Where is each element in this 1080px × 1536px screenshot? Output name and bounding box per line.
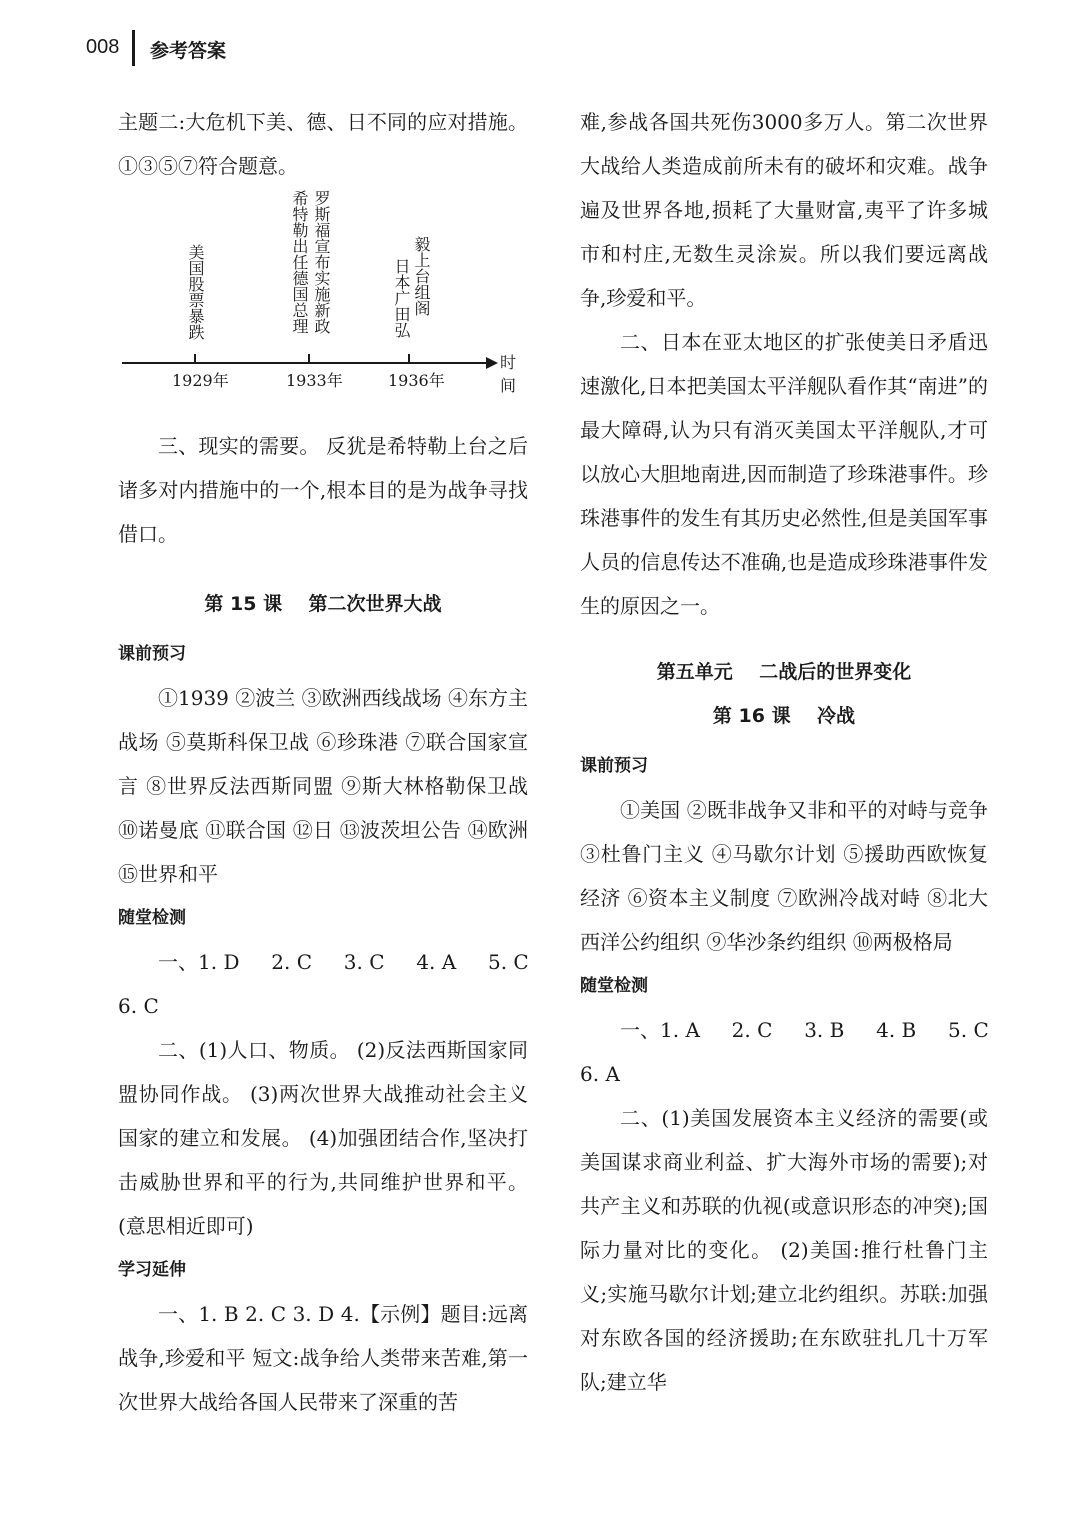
pearl-harbor-paragraph: 二、日本在亚太地区的扩张使美日矛盾迅速激化,日本把美国太平洋舰队看作其“南进”的最大障碍,认为只有消灭美国太平洋舰队,才可以放心大胆地南进,因而制造了珍珠港事件。珍珠港事件的发生有其历史必然性,但是美国军事人员的信息传达不准确,也是造成珍珠港事件发生的原因之一。 (580, 330, 988, 618)
timeline-event-1936-b: 毅上台组阁 (412, 236, 431, 316)
preview-answers: ①美国 ②既非战争又非和平的对峙与竞争 ③杜鲁门主义 ④马歇尔计划 ⑤援助西欧恢复经济 ⑥资本主义制度 ⑦欧洲冷战对峙 ⑧北大西洋公约组织 ⑨华沙条约组织 ⑩两极格局 (580, 798, 988, 954)
header-title: 参考答案 (150, 40, 227, 62)
timeline-axis-label: 时间 (500, 353, 517, 395)
lesson-15-title: 第 15 课 第二次世界大战 (204, 593, 442, 615)
header-divider (132, 30, 135, 66)
preview-heading: 课前预习 (580, 756, 648, 776)
check-answers-row: 一、1. A 2. C 3. B 4. B 5. C (620, 1018, 989, 1042)
preview-heading: 课前预习 (118, 644, 186, 664)
timeline-tick (308, 354, 310, 363)
preview-answers: ①1939 ②波兰 ③欧洲西线战场 ④东方主战场 ⑤莫斯科保卫战 ⑥珍珠港 ⑦联合国家宣言 ⑧世界反法西斯同盟 ⑨斯大林格勒保卫战 ⑩诺曼底 ⑪联合国 ⑫日 ⑬波茨坦公告 ⑭欧洲 ⑮世界和平 (118, 686, 528, 886)
timeline-arrow (486, 357, 498, 369)
timeline-event-1933-a: 希特勒出任德国总理 (290, 190, 309, 334)
timeline-axis (122, 362, 488, 364)
left-column (118, 100, 528, 1424)
essay-continuation: 难,参战各国共死伤3000多万人。第二次世界大战给人类造成前所未有的破坏和灾难。战争遍及世界各地,损耗了大量财富,夷平了许多城市和村庄,无数生灵涂炭。所以我们要远离战争,珍爱和平。 (580, 110, 988, 310)
check-part2: 二、(1)人口、物质。 (2)反法西斯国家同盟协同作战。 (3)两次世界大战推动社会主义国家的建立和发展。 (4)加强团结合作,坚决打击威胁世界和平的行为,共同维护世界和平。(意思相近即可) (118, 1038, 528, 1238)
check-heading: 随堂检测 (580, 976, 648, 996)
check-answers-row: 一、1. D 2. C 3. C 4. A 5. C (158, 950, 529, 974)
check-answers-row: 6. A (580, 1062, 620, 1086)
timeline-year: 1936年 (388, 371, 445, 390)
unit-5-title: 第五单元 二战后的世界变化 (656, 661, 912, 683)
reality-paragraph: 三、现实的需要。 反犹是希特勒上台之后诸多对内措施中的一个,根本目的是为战争寻找借口。 (118, 434, 528, 546)
timeline-tick (194, 354, 196, 363)
lesson-16-title: 第 16 课 冷战 (712, 705, 856, 727)
check-answers-row: 6. C (118, 994, 159, 1018)
extend-answers: 一、1. B 2. C 3. D 4.【示例】题目:远离战争,珍爱和平 短文:战争给人类带来苦难,第一次世界大战给各国人民带来了深重的苦 (118, 1302, 528, 1414)
page-number: 008 (86, 36, 120, 58)
right-column (580, 100, 988, 1404)
timeline-year: 1933年 (286, 371, 343, 390)
timeline-event-1933-b: 罗斯福宣布实施新政 (312, 190, 331, 334)
timeline-diagram (118, 190, 528, 424)
intro-paragraph: 主题二:大危机下美、德、日不同的应对措施。①③⑤⑦符合题意。 (118, 110, 528, 178)
timeline-event-1929: 美国股票暴跌 (186, 244, 205, 340)
check-part2: 二、(1)美国发展资本主义经济的需要(或美国谋求商业利益、扩大海外市场的需要);对共产主义和苏联的仇视(或意识形态的冲突);国际力量对比的变化。 (2)美国:推行杜鲁门主义;实施马歇尔计划;建立北约组织。苏联:加强对东欧各国的经济援助;在东欧驻扎几十万军队;建立华 (580, 1106, 988, 1394)
timeline-year: 1929年 (172, 371, 229, 390)
timeline-event-1936-a: 日本广田弘 (392, 258, 411, 338)
extend-heading: 学习延伸 (118, 1260, 186, 1280)
timeline-tick (408, 354, 410, 363)
check-heading: 随堂检测 (118, 908, 186, 928)
